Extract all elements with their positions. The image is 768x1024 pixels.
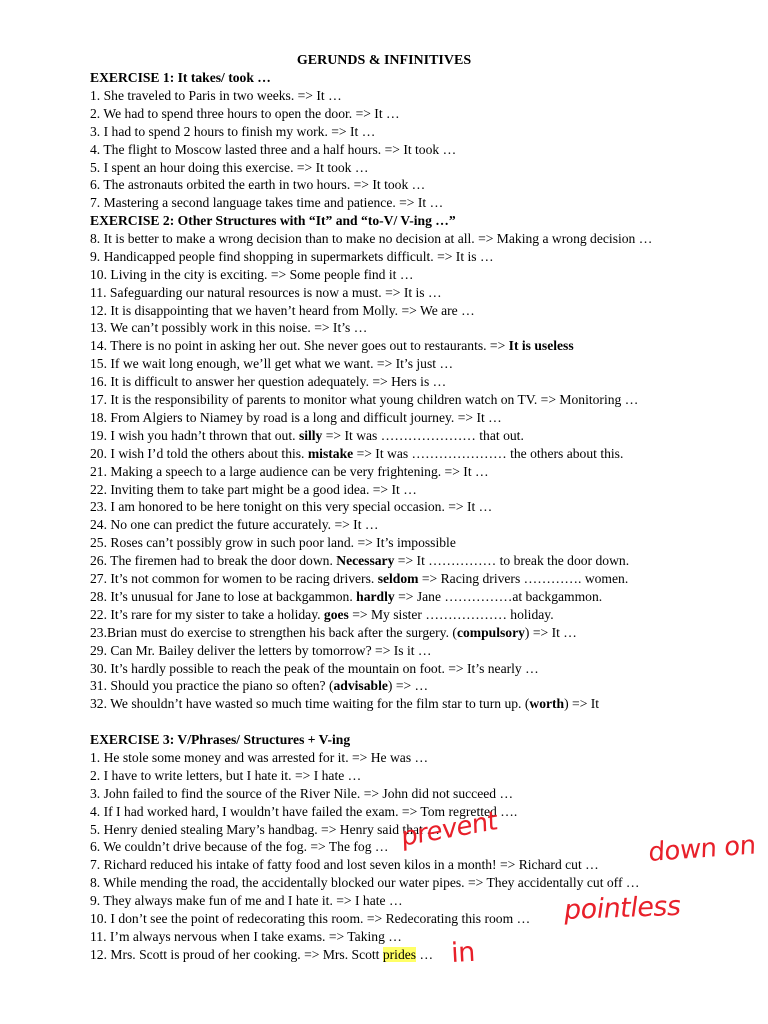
item-keyword: compulsory	[456, 624, 525, 640]
item-text: 21. Making a speech to a large audience can be very frightening. => It …	[90, 463, 489, 479]
item-keyword: goes	[323, 606, 349, 622]
exercise-item	[90, 642, 432, 660]
exercise-item: 5. I spent an hour doing this exercise. => It took …	[90, 159, 369, 175]
item-text: 23. I am honored to be here tonight on this very special occasion. => It …	[90, 499, 493, 515]
item-text: 25. Roses can’t possibly grow in such poor land. => It’s impossible	[90, 535, 456, 551]
item-text-after: …	[416, 946, 434, 962]
exercise-item: 3. I had to spend 2 hours to finish my work. => It …	[90, 123, 376, 139]
item-text-after: => It was ………………… that out.	[322, 427, 524, 443]
exercise-item: 4. The flight to Moscow lasted three and a half hours. => It took …	[90, 141, 457, 157]
item-text: 31. Should you practice the piano so often? (	[90, 678, 334, 694]
item-text: 12. It is disappointing that we haven’t heard from Molly. => We are …	[90, 302, 475, 318]
item-text: 3. John failed to find the source of the River Nile. => John did not succeed …	[90, 785, 514, 801]
exercise-item: 6. The astronauts orbited the earth in two hours. => It took …	[90, 177, 426, 193]
exercise-item	[90, 373, 446, 391]
item-text: 24. No one can predict the future accurately. => It …	[90, 517, 379, 533]
handwritten-note-prevent: prevent	[400, 805, 498, 853]
exercise-item	[90, 749, 428, 767]
item-text: 22. It’s rare for my sister to take a holiday.	[90, 606, 324, 622]
item-text-after: => My sister ……………… holiday.	[348, 606, 554, 622]
item-keyword: Necessary	[336, 553, 395, 569]
item-text: 18. From Algiers to Niamey by road is a long and difficult journey. => It …	[90, 409, 502, 425]
exercise-item	[90, 677, 428, 695]
item-text: 10. Living in the city is exciting. => Some people find it …	[90, 266, 414, 282]
exercise-item	[90, 570, 628, 588]
exercise-item	[90, 409, 502, 427]
item-keyword: silly	[298, 427, 323, 443]
item-text: 28. It’s unusual for Jane to lose at backgammon.	[90, 588, 357, 604]
item-text: 22. Inviting them to take part might be a good idea. => It …	[90, 481, 417, 497]
handwritten-note-pointless: pointless	[562, 890, 683, 926]
exercise-item	[90, 391, 638, 409]
exercise-item	[90, 767, 361, 785]
exercise-item	[90, 230, 652, 248]
item-text: 17. It is the responsibility of parents to monitor what young children watch on TV. => Monitoring …	[90, 392, 639, 407]
exercise3-heading: EXERCISE 3: V/Phrases/ Structures + V-ing	[90, 732, 351, 747]
exercise-item	[90, 910, 530, 928]
item-text: 26. The firemen had to break the door down.	[90, 553, 337, 569]
item-keyword: seldom	[377, 571, 419, 586]
item-text: 30. It’s hardly possible to reach the peak of the mountain on foot. => It’s nearly …	[90, 660, 539, 676]
item-text: 20. I wish I’d told the others about this.	[90, 445, 308, 461]
item-keyword: advisable	[333, 678, 388, 694]
exercise-item	[90, 695, 599, 713]
exercise-item	[90, 516, 378, 534]
item-text-after: => It was ………………… the others about this.	[353, 445, 624, 461]
exercise-item	[90, 498, 492, 516]
exercise-item	[90, 534, 456, 552]
exercise-item	[90, 481, 417, 499]
item-text: 16. It is difficult to answer her question adequately. => Hers is …	[90, 374, 447, 390]
exercise-item	[90, 874, 639, 892]
item-keyword: It is useless	[508, 338, 574, 354]
exercise-item	[90, 284, 442, 302]
item-text: 23.Brian must do exercise to strengthen his back after the surgery. (	[90, 624, 457, 640]
exercise-item	[90, 463, 489, 481]
item-text: 13. We can’t possibly work in this noise. => It’s …	[90, 320, 368, 336]
exercise-item	[90, 785, 513, 803]
exercise-item	[90, 606, 554, 624]
exercise-item	[90, 892, 403, 910]
item-text-after: ) => It …	[524, 624, 577, 640]
item-text-after: => It …………… to break the door down.	[394, 553, 630, 569]
exercise-item	[90, 427, 524, 445]
highlighted-word: prides	[382, 946, 417, 962]
exercise-item: 1. She traveled to Paris in two weeks. => It …	[90, 87, 342, 103]
item-text: 5. Henry denied stealing Mary’s handbag. => Henry said that …	[90, 821, 440, 837]
exercise-item	[90, 302, 475, 320]
item-text: 11. Safeguarding our natural resources is now a must. => It is …	[90, 284, 442, 300]
exercise-item	[90, 928, 402, 946]
item-text: 1. He stole some money and was arrested for it. => He was …	[90, 749, 429, 765]
exercise1-heading: EXERCISE 1: It takes/ took …	[90, 70, 271, 85]
item-text: 9. They always make fun of me and I hate it. => I hate …	[90, 893, 403, 909]
item-keyword: mistake	[307, 445, 354, 461]
item-text: 14. There is no point in asking her out. She never goes out to restaurants. =>	[90, 338, 509, 354]
exercise-item	[90, 319, 367, 337]
item-text-after: => Racing drivers …………. women.	[418, 571, 629, 586]
item-text: 19. I wish you hadn’t thrown that out.	[90, 427, 299, 443]
exercise-item	[90, 337, 574, 355]
exercise-item	[90, 552, 629, 570]
item-text: 12. Mrs. Scott is proud of her cooking. => Mrs. Scott	[90, 946, 383, 962]
exercise-item	[90, 821, 440, 839]
exercise-item	[90, 248, 494, 266]
page-title: GERUNDS & INFINITIVES	[296, 53, 472, 68]
item-text: 6. We couldn’t drive because of the fog. => The fog …	[90, 839, 389, 855]
item-text: 32. We shouldn’t have wasted so much time waiting for the film star to turn up. (	[90, 696, 530, 712]
item-text: 10. I don’t see the point of redecorating this room. => Redecorating this room …	[90, 911, 531, 926]
item-text: 8. It is better to make a wrong decision than to make no decision at all. => Making a wrong decision …	[90, 230, 653, 246]
exercise-item	[90, 660, 539, 678]
item-text-after: => Jane ……………at backgammon.	[394, 588, 603, 604]
exercise-item: 2. We had to spend three hours to open the door. => It …	[90, 105, 400, 121]
item-text-after: ) => It	[564, 696, 600, 712]
handwritten-note-in: in	[450, 936, 476, 969]
exercise-item: 7. Mastering a second language takes time and patience. => It …	[90, 195, 444, 211]
item-text: 15. If we wait long enough, we’ll get what we want. => It’s just …	[90, 356, 454, 372]
item-keyword: worth	[529, 696, 565, 712]
item-text: 9. Handicapped people find shopping in supermarkets difficult. => It is …	[90, 248, 494, 264]
item-text: 2. I have to write letters, but I hate it. => I hate …	[90, 767, 362, 783]
exercise-item	[90, 946, 433, 964]
exercise-item	[90, 838, 389, 856]
exercise-item	[90, 624, 577, 642]
exercise2-heading: EXERCISE 2: Other Structures with “It” and “to-V/ V-ing …”	[90, 213, 456, 228]
handwritten-note-down-on: down on	[648, 830, 757, 868]
exercise-item	[90, 588, 602, 606]
item-text: 11. I’m always nervous when I take exams. => Taking …	[90, 928, 402, 944]
exercise-item	[90, 445, 623, 463]
item-text: 4. If I had worked hard, I wouldn’t have failed the exam. => Tom regretted ….	[90, 803, 518, 819]
item-text: 7. Richard reduced his intake of fatty food and lost seven kilos in a month! => Richard cut …	[90, 857, 599, 873]
item-text: 8. While mending the road, the accidentally blocked our water pipes. => They accidentally cut off …	[90, 875, 640, 891]
item-text: 27. It’s not common for women to be racing drivers.	[90, 571, 378, 586]
item-text: 29. Can Mr. Bailey deliver the letters by tomorrow? => Is it …	[90, 642, 432, 658]
exercise-item	[90, 355, 453, 373]
exercise-item	[90, 266, 413, 284]
item-keyword: hardly	[356, 588, 395, 604]
item-text-after: ) => …	[387, 678, 429, 694]
exercise-item	[90, 856, 599, 874]
